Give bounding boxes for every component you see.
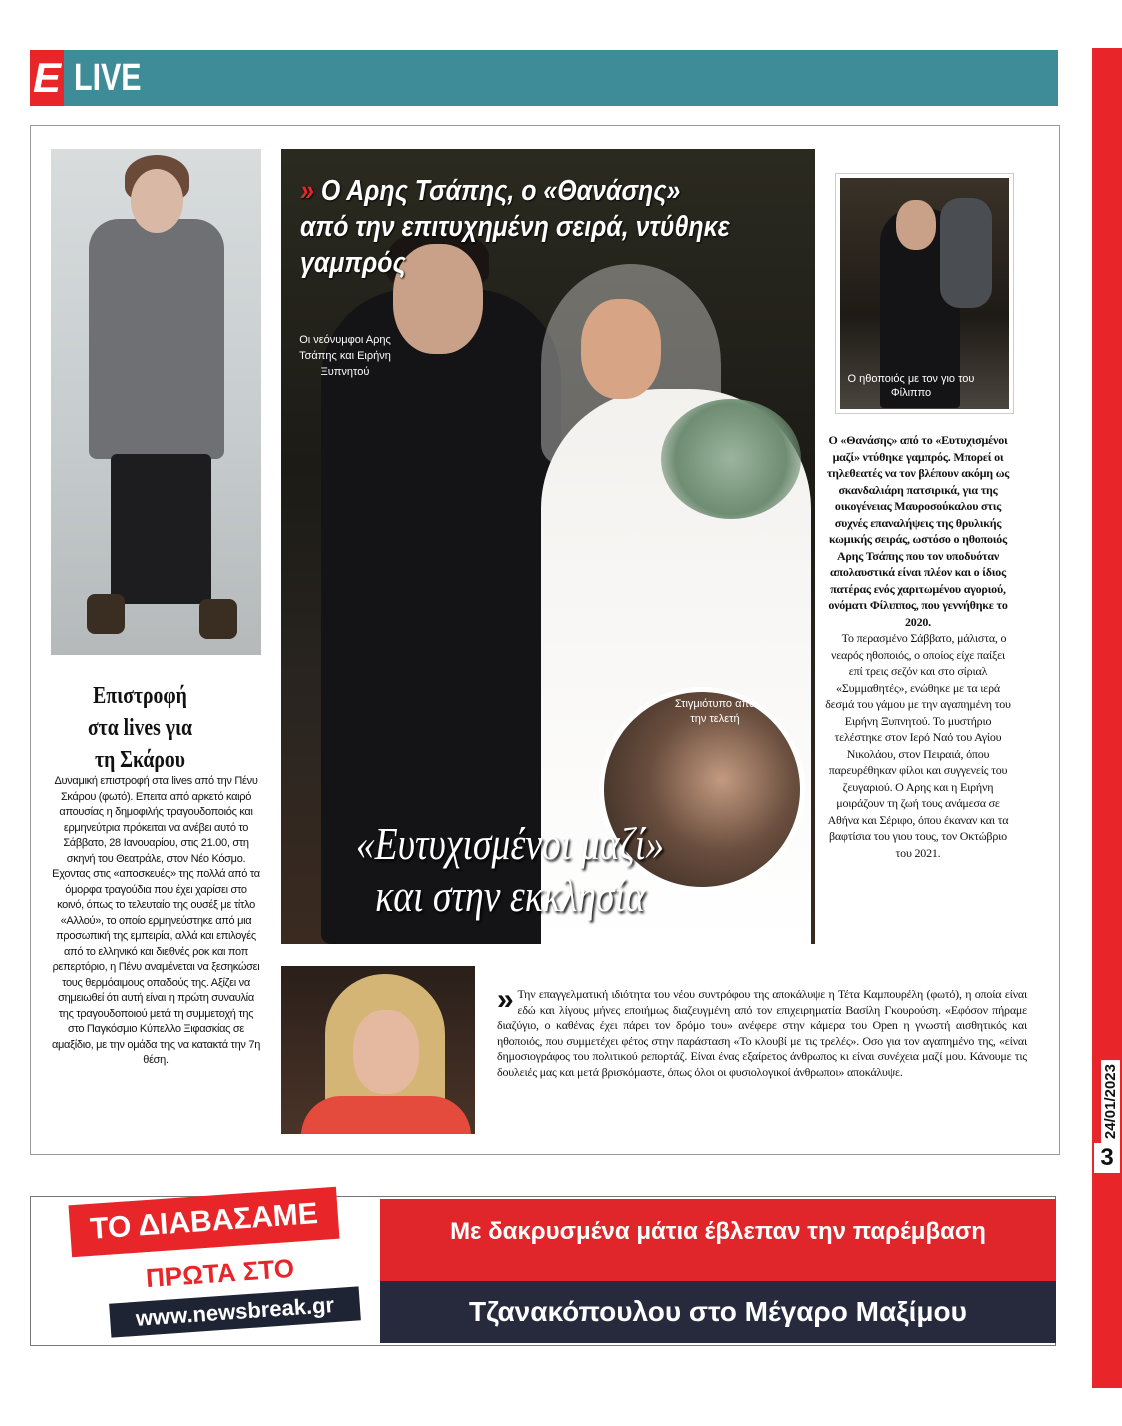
promo-badge-first: ΠΡΩΤΑ ΣΤΟ <box>145 1252 295 1294</box>
singer-photo <box>51 149 261 655</box>
tetta-body: Την επαγγελματική ιδιότητα του νέου συντρόφου της αποκάλυψε η Τέτα Καμπουρέλη (φωτό), η οποία είναι εδώ και λίγους μήνες εποιήμως διαζευγμένη από τον επιχειρηματία Βασίλη Γκουρούση. «Εφόσον πήραμε διαζύγιο, ο καθένας έχει πάρει τον δρόμο του» ανέφερε στην κάμερα του Open η γνωστή αισθητικός και ηθοποιός, που συμμετέχει φέτος στην παράσταση «Το κλουβί με τις τρελές». Οσο για τον αγαπημένο της, «είναι δημοσιογράφος του πολιτικού ρεπορτάζ. Είναι ένας εξαίρετος άνθρωπος κι είναι συνέχεια μαζί μου. Κάνουμε τις δουλειές μας και μετά βρισκόμαστε, όπως όλοι οι φυσιολογικοί άνθρωποι» αποκάλυψε. <box>497 987 1027 1079</box>
publication-logo: E <box>30 50 64 106</box>
wedding-overlay-title: «Ευτυχισμένοι μαζί» και στην εκκλησία <box>355 818 665 921</box>
singer-body-text: Δυναμική επιστροφή στα lives από την Πένυ Σκάρου (φωτό). Επειτα από αρκετό καιρό απουσίας η δημοφιλής τραγουδοποιός και ερμηνεύτρια πρόκειται να ανέβει αυτό το Σάββατο, 28 Ιανουαρίου, στις 21.00, στη σκηνή του Θεατράλε, στον Νέο Κόσμο. Εχοντας στις «αποσκευές» της πολλά από τα όμορφα τραγούδια που έχει χαρίσει στο κοινό, όπως το τελευταίο της ουσέξ με τίτλο «Αλλού», το οποίο ερμηνεύστηκε από μια προσωπική της εμπειρία, αλλά και επιλογές από το ελληνικό και διεθνές ροκ και ποπ ρεπερτόριο, η Πένυ αναμένεται να ξεσηκώσει τους θερμόαιμους οπαδούς της. Αξίζει να σημειωθεί ότι αυτή είναι η πρώτη συναυλία της τραγουδοποιού μετά τη συμμετοχή της στο Παγκόσμιο Κύπελλο Ξιφασκίας σε αμαξίδιο, με την ομάδα της να κατακτά την 7η θέση. <box>51 775 261 1066</box>
promo-url-link[interactable]: www.newsbreak.gr <box>109 1286 361 1337</box>
singer-headline: Επιστροφή στα lives για τη Σκάρου <box>87 683 193 773</box>
promo-badge-read: ΤΟ ΔΙΑΒΑΣΑΜΕ <box>69 1187 340 1258</box>
section-title: LIVE <box>74 57 142 99</box>
tetta-photo <box>281 966 475 1134</box>
promo-headline-line1: Με δακρυσμένα μάτια έβλεπαν την παρέμβαση <box>450 1218 986 1245</box>
quote-marker: » <box>497 983 514 1016</box>
wedding-article <box>823 432 1013 861</box>
wedding-body: Το περασμένο Σάββατο, μάλιστα, ο νεαρός ηθοποιός, ο οποίος είχε παίξει επί τρεις σεζόν και στο σίριαλ «Συμμαθητές», ενώθηκε με τα ιερά δεσμά του γάμου με την αγαπημένη του Ειρήνη Ξυπνητού. Το μυστήριο τελέστηκε στον Ιερό Ναό του Αγίου Νικολάου, στον Πειραιά, όπου παρευρέθηκαν φίλοι και συγγενείς του ζευγαριού. Ο Αρης και η Ειρήνη μοιράζουν τη ζωή τους ανάμεσα σε Αθήνα και Σέριφο, όπου έκαναν και τα βαφτίσια του γιου τους, τον Οκτώβριο του 2021. <box>825 631 1011 860</box>
headline-marker: » <box>300 175 314 207</box>
ceremony-caption: Στιγμιότυπο από την τελετή <box>674 698 756 725</box>
page-number: 3 <box>1094 1143 1120 1173</box>
couple-caption: Οι νεόνυμφοι Αρης Τσάπης και Ειρήνη Ξυπνητού <box>299 334 391 378</box>
wedding-lead: Ο «Θανάσης» από το «Ευτυχισμένοι μαζί» ντύθηκε γαμπρός. Μπορεί οι τηλεθεατές να τον βλέπουν ακόμη ως σκανδαλιάρη πατσιρικά, για της οικογένειας Μαυροσούκαλου στις συχνές επαναλήψεις της θρυλικής κωμικής σειράς, ωστόσο ο ηθοποιός Αρης Τσάπης που τον υποδυόταν απολαυστικά είναι πλέον και ο ίδιος πατέρας ενός χαριτωμένου αγοριού, ονόματι Φίλιππος, που γεννήθηκε το 2020. <box>826 433 1010 629</box>
issue-date: 24/01/2023 <box>1101 1060 1120 1143</box>
section-header-bar <box>30 50 1058 106</box>
tetta-article <box>497 983 1027 1080</box>
son-caption: Ο ηθοποιός με τον γιο του Φίλιππο <box>847 373 975 399</box>
page-edge-strip <box>1092 48 1122 1388</box>
wedding-headline <box>300 173 730 281</box>
promo-headline-line2: Τζανακόπουλου στο Μέγαρο Μαξίμου <box>469 1296 967 1327</box>
wedding-headline-text: Ο Αρης Τσάπης, ο «Θανάσης» από την επιτυχημένη σειρά, ντύθηκε γαμπρός <box>300 175 730 279</box>
